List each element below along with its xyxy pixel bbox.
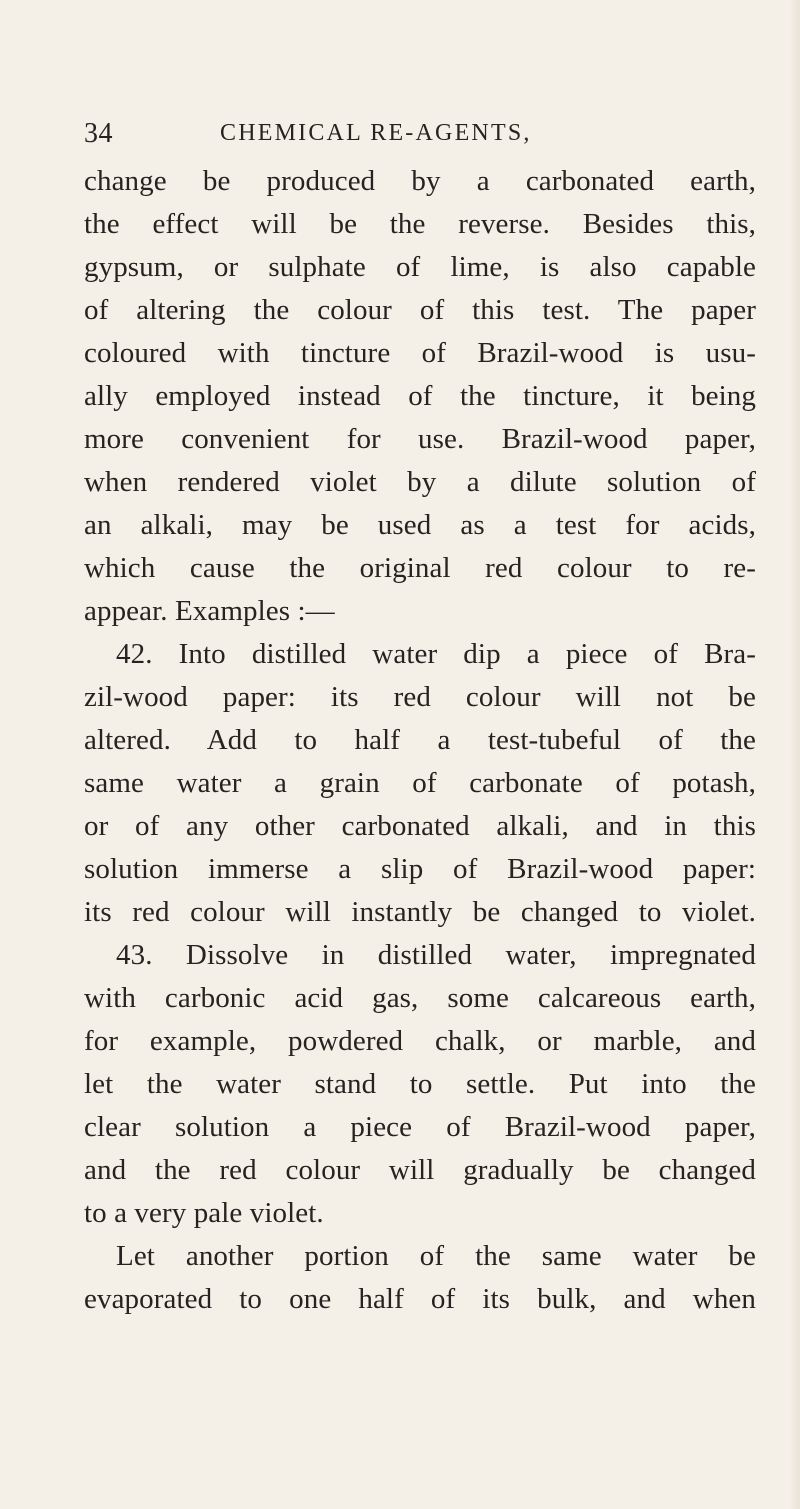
- text-line: gypsum, or sulphate of lime, is also capable: [84, 251, 756, 283]
- text-line: altered. Add to half a test-tubeful of the: [84, 724, 756, 756]
- text-line: appear. Examples :—: [84, 595, 335, 627]
- text-line: with carbonic acid gas, some calcareous earth,: [84, 982, 756, 1014]
- text-line: more convenient for use. Brazil-wood paper,: [84, 423, 756, 455]
- paragraph-43-start: 43. Dissolve in distilled water, impregnated: [116, 939, 756, 971]
- text-line: an alkali, may be used as a test for acids,: [84, 509, 756, 541]
- text-line: of altering the colour of this test. The paper: [84, 294, 756, 326]
- text-line: same water a grain of carbonate of potash,: [84, 767, 756, 799]
- text-line: let the water stand to settle. Put into the: [84, 1068, 756, 1100]
- text-line: for example, powdered chalk, or marble, and: [84, 1025, 756, 1057]
- text-line: when rendered violet by a dilute solution of: [84, 466, 756, 498]
- paragraph-start: Let another portion of the same water be: [116, 1240, 756, 1272]
- running-head: CHEMICAL RE-AGENTS,: [220, 120, 532, 146]
- text-line: which cause the original red colour to re-: [84, 552, 756, 584]
- text-line: evaporated to one half of its bulk, and when: [84, 1283, 756, 1315]
- paragraph-42-start: 42. Into distilled water dip a piece of Bra-: [116, 638, 756, 670]
- text-line: to a very pale violet.: [84, 1197, 324, 1229]
- text-line: its red colour will instantly be changed to violet.: [84, 896, 756, 928]
- body-text: [84, 160, 756, 1321]
- text-line: zil-wood paper: its red colour will not be: [84, 681, 756, 713]
- text-line: solution immerse a slip of Brazil-wood paper:: [84, 853, 756, 885]
- text-line: clear solution a piece of Brazil-wood paper,: [84, 1111, 756, 1143]
- page-header: [84, 118, 764, 158]
- page-edge-shadow: [790, 0, 800, 1509]
- page-number: 34: [84, 118, 113, 149]
- text-line: the effect will be the reverse. Besides this,: [84, 208, 756, 240]
- text-line: ally employed instead of the tincture, it being: [84, 380, 756, 412]
- text-line: and the red colour will gradually be changed: [84, 1154, 756, 1186]
- text-line: change be produced by a carbonated earth,: [84, 165, 756, 197]
- text-line: coloured with tincture of Brazil-wood is usu-: [84, 337, 756, 369]
- text-line: or of any other carbonated alkali, and in this: [84, 810, 756, 842]
